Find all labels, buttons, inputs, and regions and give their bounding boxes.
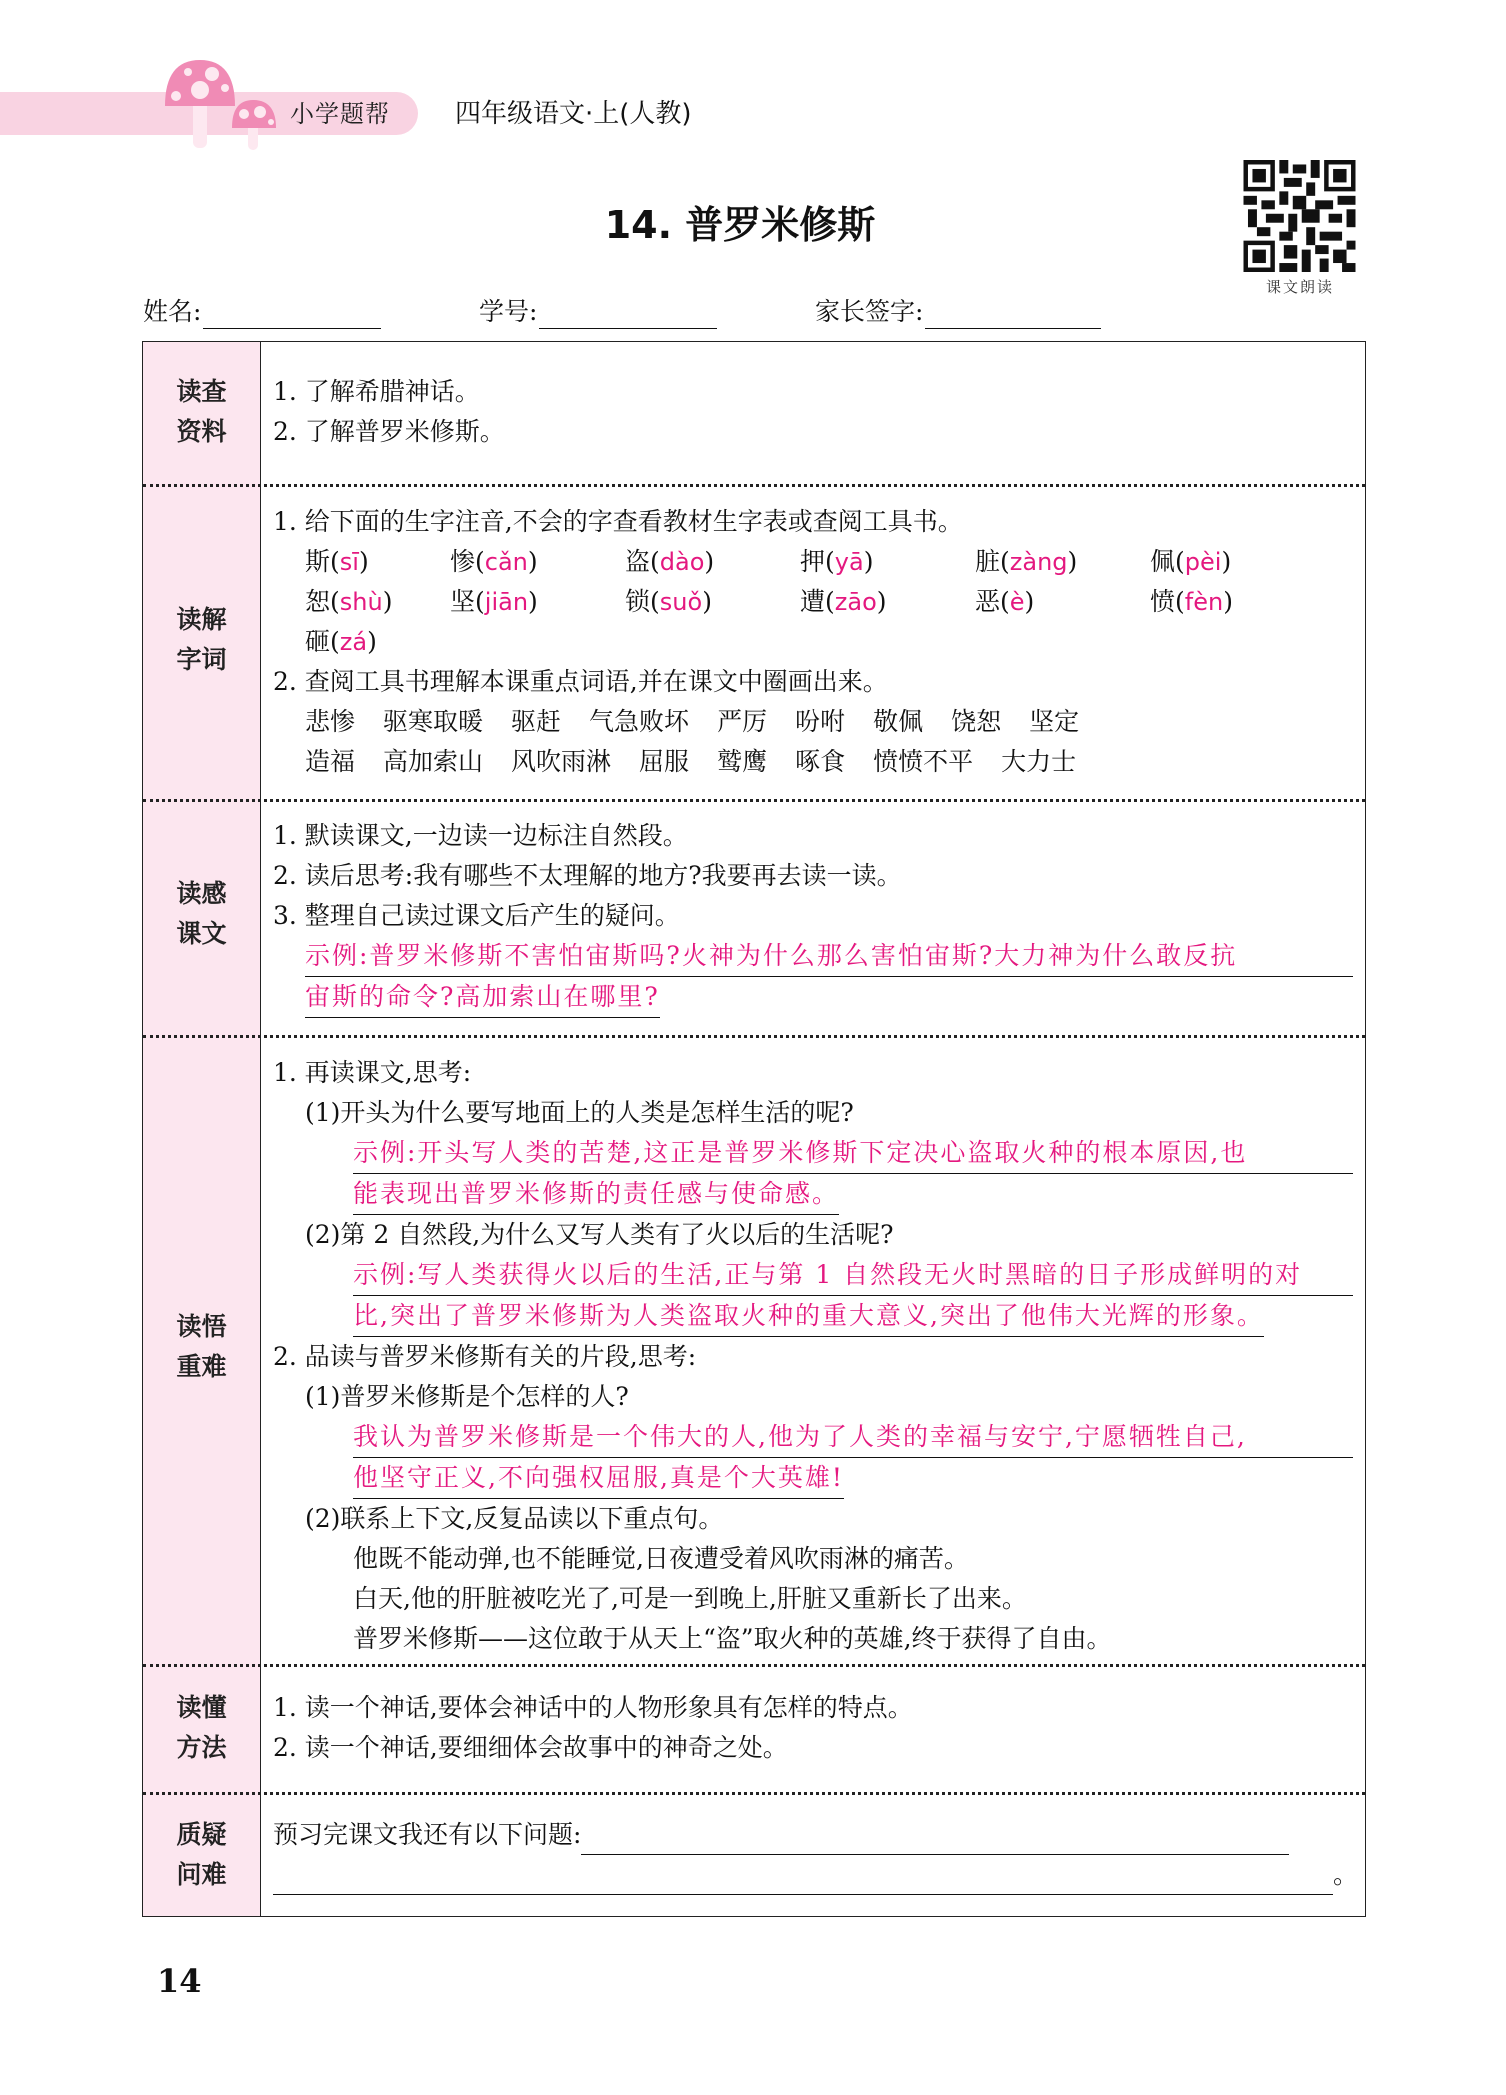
pinyin-answer[interactable]: suǒ [659,588,703,616]
key-sentence: 他既不能动弹,也不能睡觉,日夜遭受着风吹雨淋的痛苦。 [353,1544,969,1573]
pinyin-answer[interactable]: zá [339,628,368,656]
pinyin-item: 遭(zāo) [800,587,887,616]
list-item: 1. 了解希腊神话。 [273,377,480,406]
list-item: 3. 整理自己读过课文后产生的疑问。 [273,901,680,930]
questions-prompt: 预习完课文我还有以下问题: [273,1820,582,1849]
name-field[interactable] [143,295,381,329]
section-label-research [143,372,260,452]
questions-answer-line-2[interactable] [273,1866,1333,1895]
section-label-key-points [143,1307,260,1387]
section-label-method [143,1688,260,1768]
questions-second-row [273,1855,1359,1895]
key-word: 严厉 [717,707,768,736]
pinyin-answer[interactable]: cǎn [484,548,528,576]
pinyin-answer[interactable]: jiān [484,588,529,616]
pinyin-item: 佩(pèi) [1150,547,1232,576]
label-line: 字词 [176,645,227,674]
parent-signature-field[interactable] [815,295,1101,329]
key-word: 驱寒取暖 [383,707,484,736]
pinyin-answer[interactable]: shù [339,588,383,616]
answer-line[interactable]: 他坚守正义,不向强权屈服,真是个大英雄! [353,1458,844,1499]
parent-signature-input-line[interactable] [925,302,1101,329]
pinyin-answer[interactable]: sī [339,548,359,576]
row-divider [143,484,1365,487]
answer-line[interactable]: 我认为普罗米修斯是一个伟大的人,他为了人类的幸福与安宁,宁愿牺牲自己, [353,1417,1353,1458]
section-questions-content [273,1815,1359,1895]
label-line: 资料 [176,417,227,446]
pinyin-answer[interactable]: yā [834,548,864,576]
label-line: 读查 [176,377,227,406]
row-divider [143,1035,1365,1038]
qr-caption: 课文朗读 [1265,278,1334,296]
preview-table [142,341,1366,1917]
key-sentence: 普罗米修斯——这位敢于从天上“盗”取火种的英雄,终于获得了自由。 [353,1624,1112,1653]
answer-line[interactable]: 示例:写人类获得火以后的生活,正与第 1 自然段无火时黑暗的日子形成鲜明的对 [353,1255,1353,1296]
pinyin-item: 愤(fèn) [1150,587,1233,616]
key-word: 鹫鹰 [717,747,768,776]
key-word: 造福 [305,747,356,776]
key-word: 高加索山 [383,747,484,776]
name-input-line[interactable] [203,302,381,329]
pinyin-answer[interactable]: fèn [1184,588,1224,616]
qr-code-icon[interactable] [1242,160,1357,272]
answer-line[interactable]: 示例:普罗米修斯不害怕宙斯吗?火神为什么那么害怕宙斯?大力神为什么敢反抗 [305,936,1353,977]
label-line: 课文 [176,919,227,948]
task-words: 2. 查阅工具书理解本课重点词语,并在课文中圈画出来。 [273,667,888,696]
sub-question: (1)开头为什么要写地面上的人类是怎样生活的呢? [305,1098,854,1127]
list-item: 2. 读后思考:我有哪些不太理解的地方?我要再去读一读。 [273,861,902,890]
sub-question: (2)联系上下文,反复品读以下重点句。 [305,1504,724,1533]
name-label: 姓名: [143,297,202,326]
list-item: 1. 读一个神话,要体会神话中的人物形象具有怎样的特点。 [273,1693,913,1722]
label-line: 重难 [176,1352,227,1381]
pinyin-item: 砸(zá) [305,627,377,656]
key-word: 屈服 [639,747,690,776]
key-word: 饶恕 [951,707,1002,736]
section-method-content [273,1688,1353,1768]
parent-signature-label: 家长签字: [815,297,924,326]
student-id-input-line[interactable] [539,302,717,329]
sub-question: (1)普罗米修斯是个怎样的人? [305,1382,629,1411]
pinyin-item: 脏(zàng) [975,547,1078,576]
page-number: 14 [157,1962,202,2000]
section-label-questions [143,1815,260,1895]
mushroom-icon [160,56,285,152]
list-item: 2. 了解普罗米修斯。 [273,417,505,446]
section-key-points-content [273,1053,1353,1659]
questions-answer-line-1[interactable] [581,1826,1289,1855]
key-word: 风吹雨淋 [511,747,612,776]
key-word: 敬佩 [873,707,924,736]
book-title: 四年级语文·上(人教) [455,99,692,129]
label-column [143,342,261,1916]
row-divider [143,1792,1365,1795]
student-id-label: 学号: [479,297,538,326]
section-label-reading [143,874,260,954]
section-label-vocabulary [143,600,260,680]
key-word: 坚定 [1029,707,1080,736]
pinyin-answer[interactable]: zàng [1009,548,1068,576]
key-word: 大力士 [1001,747,1077,776]
question: 2. 品读与普罗米修斯有关的片段,思考: [273,1342,697,1371]
key-word: 愤愤不平 [873,747,974,776]
pinyin-item: 恕(shù) [305,587,393,616]
pinyin-item: 锁(suǒ) [625,587,712,616]
key-word: 悲惨 [305,707,356,736]
label-line: 方法 [176,1733,227,1762]
pinyin-answer[interactable]: zāo [834,588,877,616]
list-item: 2. 读一个神话,要细细体会故事中的神奇之处。 [273,1733,788,1762]
key-words-row [273,702,1353,742]
list-item: 1. 默读课文,一边读一边标注自然段。 [273,821,688,850]
key-word: 啄食 [795,747,846,776]
section-vocabulary-content [273,502,1353,782]
pinyin-item: 盗(dào) [625,547,715,576]
brand-label: 小学题帮 [290,100,390,128]
end-mark: 。 [1333,1860,1359,1889]
label-line: 读懂 [176,1693,227,1722]
key-words-row [273,742,1353,782]
section-reading-content [273,816,1353,1018]
pinyin-answer[interactable]: è [1009,588,1025,616]
pinyin-item: 惨(cǎn) [450,547,538,576]
page-title: 14. 普罗米修斯 [604,203,876,247]
row-divider [143,799,1365,802]
label-line: 读感 [176,879,227,908]
answer-line[interactable]: 示例:开头写人类的苦楚,这正是普罗米修斯下定决心盗取火种的根本原因,也 [353,1133,1353,1174]
key-word: 驱赶 [511,707,562,736]
task-pinyin: 1. 给下面的生字注音,不会的字查看教材生字表或查阅工具书。 [273,507,963,536]
pinyin-item: 坚(jiān) [450,587,538,616]
answer-line[interactable]: 能表现出普罗米修斯的责任感与使命感。 [353,1174,839,1215]
section-research-content [273,372,1353,452]
sub-question: (2)第 2 自然段,为什么又写人类有了火以后的生活呢? [305,1220,894,1249]
label-line: 问难 [176,1860,227,1889]
questions-prompt-row [273,1815,1353,1855]
student-id-field[interactable] [479,295,717,329]
label-line: 质疑 [176,1820,227,1849]
pinyin-answer[interactable]: pèi [1184,548,1222,576]
pinyin-answer[interactable]: dào [659,548,705,576]
answer-line[interactable]: 宙斯的命令?高加索山在哪里? [305,977,660,1018]
pinyin-item: 恶(è) [975,587,1035,616]
pinyin-item: 斯(sī) [305,547,369,576]
row-divider [143,1664,1365,1667]
pinyin-item: 押(yā) [800,547,874,576]
pinyin-grid [273,542,1353,662]
label-line: 读解 [176,605,227,634]
key-sentence: 白天,他的肝脏被吃光了,可是一到晚上,肝脏又重新长了出来。 [353,1584,1027,1613]
key-word: 吩咐 [795,707,846,736]
answer-line[interactable]: 比,突出了普罗米修斯为人类盗取火种的重大意义,突出了他伟大光辉的形象。 [353,1296,1264,1337]
label-line: 读悟 [176,1312,227,1341]
question: 1. 再读课文,思考: [273,1058,472,1087]
key-word: 气急败坏 [589,707,690,736]
